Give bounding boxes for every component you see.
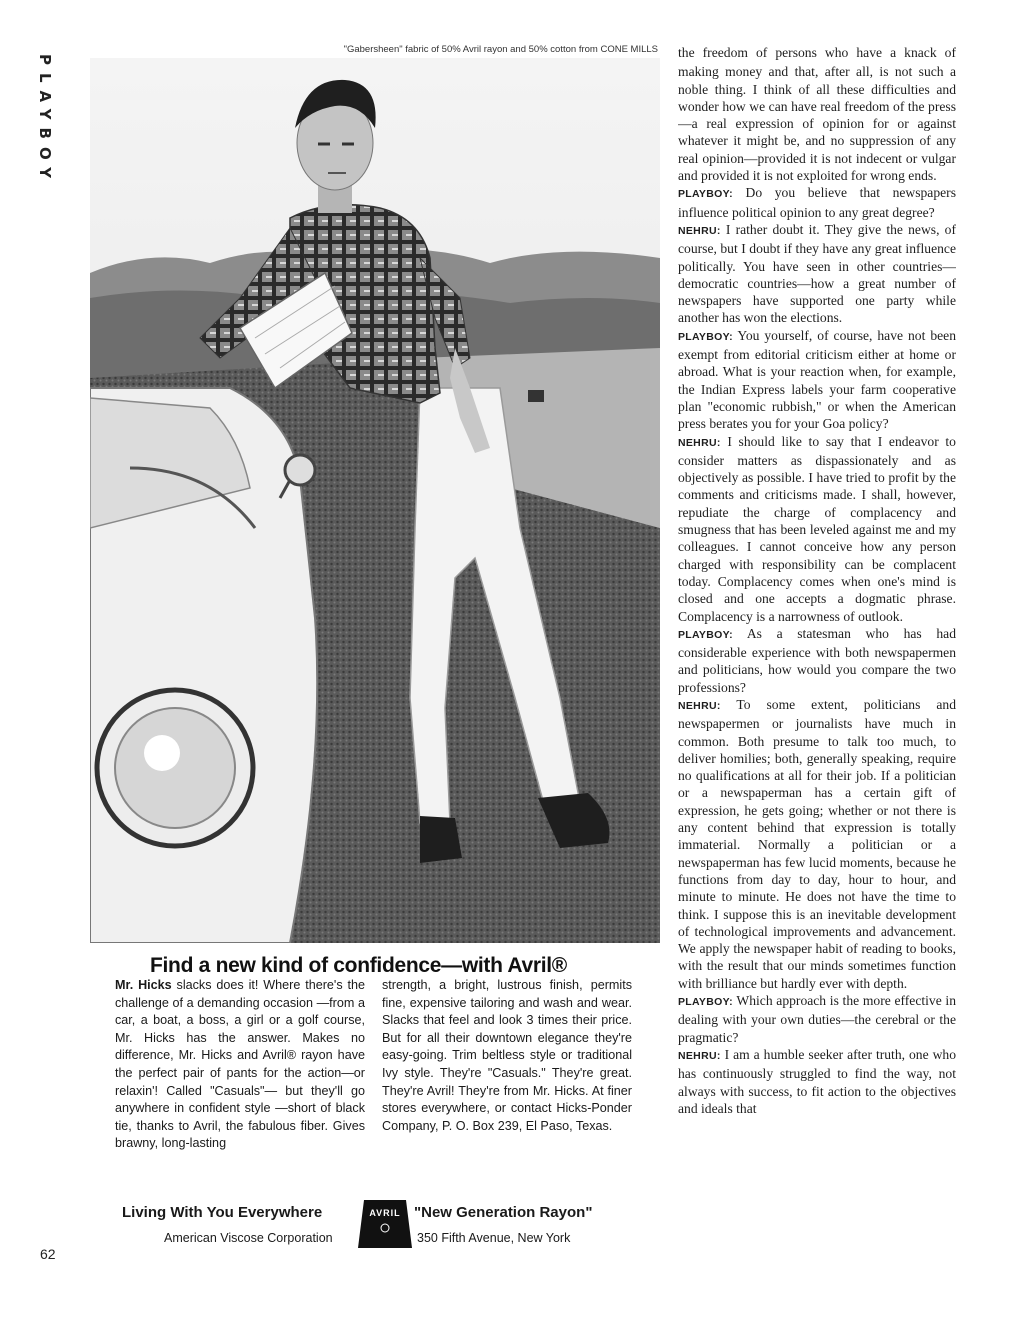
paragraph-text: To some extent, politicians and newspapermen or journalists have much in common. Both presume to talk too much, to deliver homilies; both, generally speaking, require no qualifications at all for their job. If a politician or a newspaperman has a certain gift of expression, he gets going; whether or not there is any content behind that expression is totally immaterial. Normally a politician or a newspaperman has few lucid moments, because he functions from day to day, hour to hour, and minute to minute. He does not have the time to think. I suppose this is an inevitable development of technological improvements and advancement. We apply the newspaper habit of reading to books, with the result that our minds sometimes function with brilliance but hardly ever with depth. <box>678 696 956 991</box>
interview-paragraph <box>678 696 956 992</box>
paragraph-text: I should like to say that I endeavor to consider matters as dispassionately and as objectively as possible. I have tried to profit by the comments and criticisms made. I shall, however, repudiate the charge of complacency and smugness that has been leveled against me and my colleagues. I cannot conceive how any person charged with responsibility can be complacent today. Complacency comes when one's mind is closed and one accepts a dogmatic phrase. Complacency is a narrowness of outlook. <box>678 433 956 624</box>
speaker-label: NEHRU: <box>678 699 721 712</box>
brand-lead: Mr. Hicks <box>115 978 172 992</box>
tagline-left: Living With You Everywhere <box>122 1204 323 1221</box>
speaker-label: PLAYBOY: <box>678 188 733 201</box>
page-number: 62 <box>40 1246 56 1262</box>
avril-logo <box>356 1200 414 1248</box>
interview-paragraph <box>678 221 956 327</box>
speaker-label: NEHRU: <box>678 436 721 449</box>
paragraph-text: the freedom of persons who have a knack of making money and that, after all, is not such a noble thing. I think of all these difficulties and wonder how we can have real freedom of the press—a real expression of opinion for or against whatever it might be, and no suppression of any real opinion—provided it is not indecent or vulgar and provided it is not exploited for wrong ends. <box>678 45 956 184</box>
speaker-label: NEHRU: <box>678 1049 721 1062</box>
interview-paragraph <box>678 625 956 696</box>
tagline-right: "New Generation Rayon" <box>414 1204 593 1221</box>
speaker-label: PLAYBOY: <box>678 628 733 641</box>
interview-paragraph <box>678 992 956 1046</box>
ad-headline: Find a new kind of confidence—with Avril® <box>150 954 567 977</box>
speaker-label: NEHRU: <box>678 224 721 237</box>
company-address: 350 Fifth Avenue, New York <box>417 1231 571 1245</box>
paragraph-text: You yourself, of course, have not been exempt from editorial criticism either at home or abroad. What is your reaction when, for example, the Indian Express labels your farm cooperative plan "economic rubbish," or when the American press berates you for your Goa policy? <box>678 327 956 432</box>
ad-body-copy <box>115 977 632 1153</box>
speaker-label: PLAYBOY: <box>678 996 733 1009</box>
speaker-label: PLAYBOY: <box>678 330 733 343</box>
ad-body-column-1 <box>115 977 365 1153</box>
fabric-credit: "Gabersheen" fabric of 50% Avril rayon and 50% cotton from CONE MILLS <box>343 44 658 55</box>
magazine-masthead <box>30 40 60 200</box>
interview-paragraph <box>678 184 956 221</box>
interview-paragraph <box>678 1046 956 1117</box>
paragraph-text: I rather doubt it. They give the news, of course, but I doubt if they have any great influence politically. You have seen in other countries—democratic countries—how a great number of newspapers have supported one party while another has won the elections. <box>678 221 956 326</box>
interview-column <box>678 44 956 1306</box>
ad-body-column-2: strength, a bright, lustrous finish, permits fine, expensive tailoring and wash and wear. Slacks that feel and look 3 times their price. But for all their downtown elegance they're easy-going. Trim beltless style or traditional Ivy style. They're "Casuals." They're great. They're Avril! They're from Mr. Hicks. At finer stores everywhere, or contact Hicks-Ponder Company, P. O. Box 239, El Paso, Texas. <box>382 978 632 1133</box>
ad-body-text-1: slacks does it! Where there's the challenge of a demanding occasion —from a car, a boat, a boss, a girl or a golf course, Mr. Hicks has the answer. Makes no difference, Mr. Hicks and Avril® rayon have the perfect pair of pants for the action—or relaxin'! Called "Casuals"— but they'll go anywhere in confident style —short of black tie, thanks to Avril, the fabulous fiber. Gives brawny, long-lasting <box>115 978 365 1151</box>
paragraph-text: Do you believe that newspapers influence political opinion to any great degree? <box>678 185 956 220</box>
paragraph-text: As a statesman who has had considerable experience with both newspapermen and politicians, how would you compare the two professions? <box>678 625 956 695</box>
paragraph-text: I am a humble seeker after truth, one who has continuously struggled to find the way, not always with success, to fit action to the objectives and ideals that <box>678 1046 956 1116</box>
man-leaning-on-car-illustration <box>90 58 660 943</box>
interview-paragraph <box>678 44 956 184</box>
company-name: American Viscose Corporation <box>164 1231 333 1245</box>
advertisement-photo <box>90 58 660 943</box>
ad-footer <box>122 1200 622 1260</box>
interview-paragraph <box>678 327 956 433</box>
logo-text: AVRIL <box>369 1208 401 1218</box>
interview-paragraph <box>678 433 956 625</box>
masthead-text: PLAYBOY <box>36 53 55 187</box>
paragraph-text: Which approach is the more effective in dealing with your own duties—the cerebral or the pragmatic? <box>678 993 956 1045</box>
